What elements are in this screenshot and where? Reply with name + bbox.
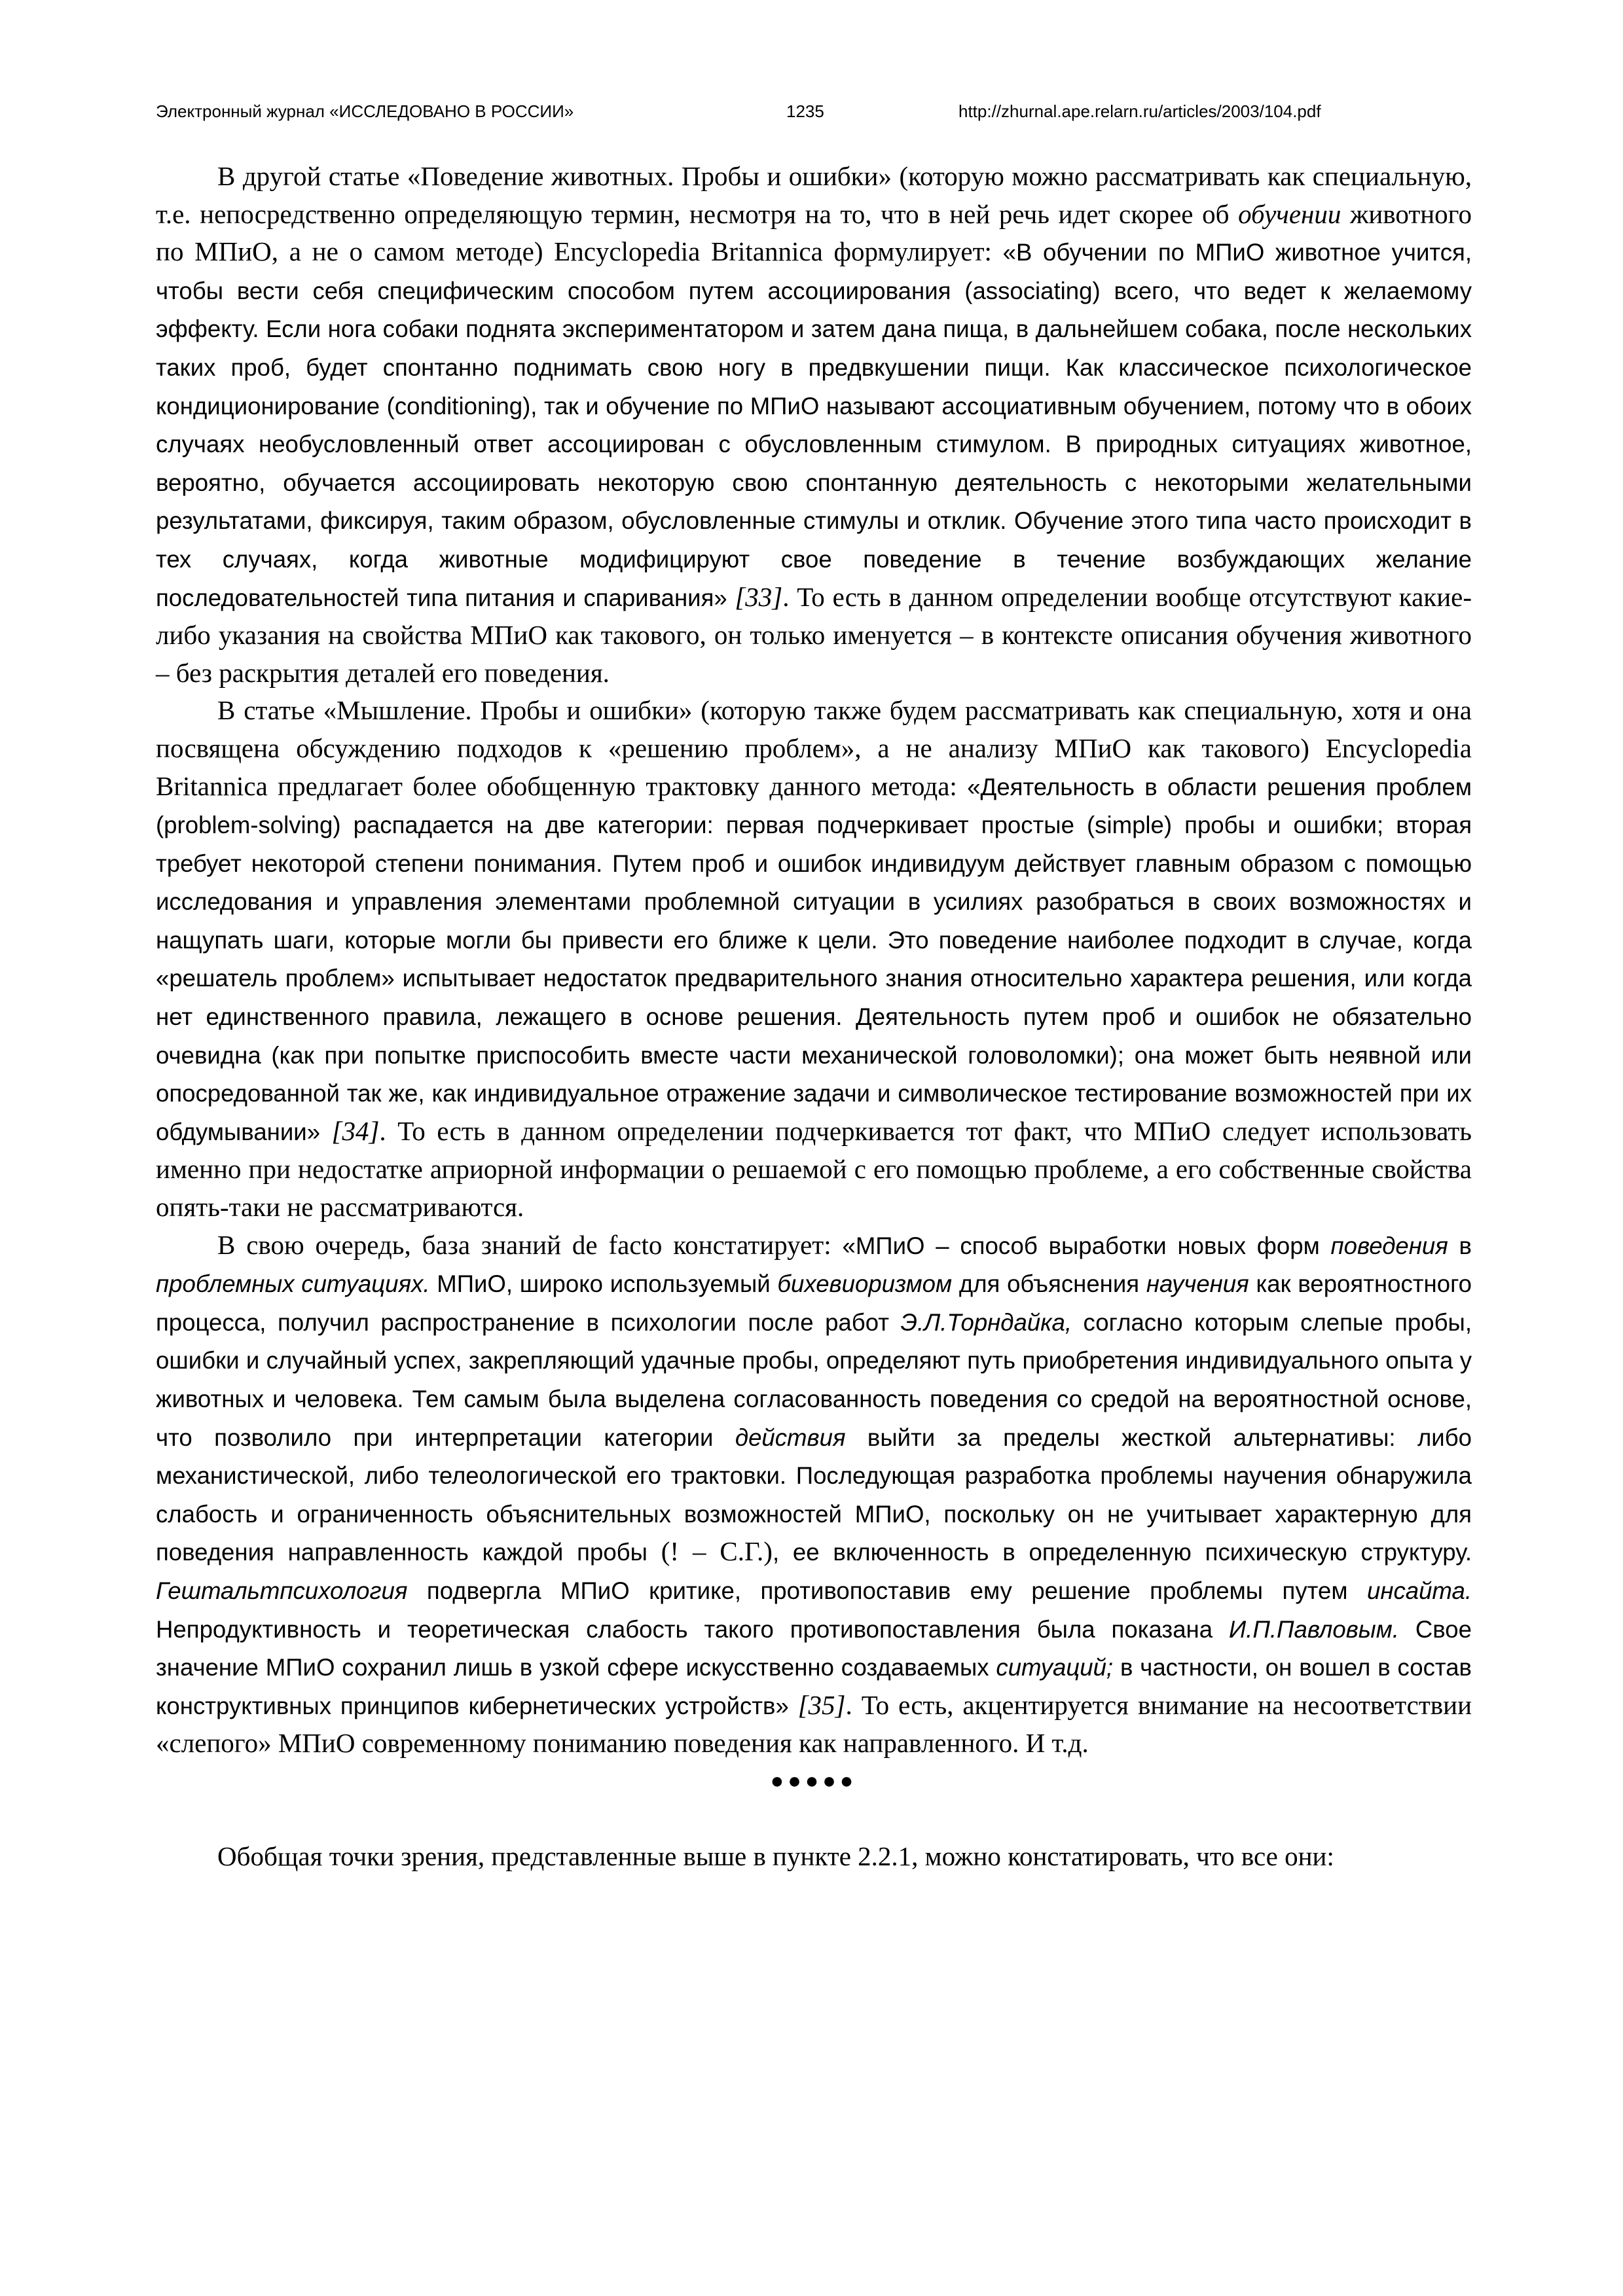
quote-run: Непродуктивность и теоретическая слабость такого противопоставления была показана bbox=[156, 1615, 1229, 1643]
quote-run: как вероятностного процесса, получил распространение в психологии после работ bbox=[156, 1270, 1472, 1336]
paragraph-summary bbox=[156, 1838, 1472, 1876]
text-run: Обобщая точки зрения, представленные выше в пункте 2.2.1, можно констатировать, что все они: bbox=[217, 1841, 1334, 1872]
journal-title: Электронный журнал «ИССЛЕДОВАНО В РОССИИ» bbox=[156, 101, 574, 121]
emphasis: инсайта. bbox=[1366, 1577, 1472, 1604]
quote-run: , ее включенность в определенную психическую структуру. bbox=[772, 1539, 1472, 1566]
quote-run: в bbox=[1448, 1232, 1472, 1259]
quote-run: подвергла МПиО критике, противопоставив ему решение проблемы путем bbox=[407, 1577, 1367, 1604]
text-run: В статье «Мышление. Пробы и ошибки» (которую также будем рассматривать как специальную, хотя и она посвящена обсуждению подходов к «решению проблем», а не анализу МПиО как такового) Encyclopedia Britannica предлагает более обобщенную трактовку данного метода: bbox=[156, 695, 1472, 801]
emphasis: И.П.Павловым. bbox=[1229, 1615, 1399, 1643]
quote-run: Свое значение МПиО сохранил лишь в узкой сфере искусственно создаваемых bbox=[156, 1615, 1472, 1681]
article-url: http://zhurnal.ape.relarn.ru/articles/2003/104.pdf bbox=[958, 101, 1321, 121]
reference-33: [33] bbox=[735, 581, 783, 612]
quote-run: выйти за пределы жесткой альтернативы: либо механистической, либо телеологической его трактовки. Последующая разработка проблемы научения обнаружила слабость и ограниченность объяснительных возможностей МПиО, поскольку он не учитывает характерную для поведения направленность каждой пробы bbox=[156, 1424, 1472, 1566]
text-run: В другой статье «Поведение животных. Пробы и ошибки» (которую можно рассматривать как специальную, т.е. непосредственно определяющую термин, несмотря на то, что в ней речь идет скорее об bbox=[156, 161, 1472, 229]
quote-run: в частности, он вошел в состав конструктивных принципов кибернетических устройств» bbox=[156, 1654, 1472, 1719]
text-run: . То есть в данном определении вообще отсутствуют какие-либо указания на свойства МПиО как такового, он только именуется – в контексте описания обучения животного – без раскрытия деталей его поведения. bbox=[156, 581, 1472, 688]
emphasis: Э.Л.Торндайка, bbox=[900, 1308, 1072, 1336]
paragraph-animal-behavior bbox=[156, 158, 1472, 692]
page-number: 1235 bbox=[786, 101, 824, 121]
quote-run: для объяснения bbox=[952, 1270, 1146, 1298]
emphasis: Гештальтпсихология bbox=[156, 1577, 408, 1604]
text-run: В свою очередь, база знаний de facto констатирует: bbox=[217, 1229, 843, 1260]
reference-35: [35] bbox=[797, 1689, 846, 1720]
text-run: . То есть, акцентируется внимание на несоответствии «слепого» МПиО современному пониманию поведения как направленного. И т.д. bbox=[156, 1689, 1472, 1759]
britannica-quote: «Деятельность в области решения проблем (problem-solving) распадается на две категории: первая подчеркивает простые (simple) пробы и ошибки; вторая требует некоторой степени понимания. Путем проб и ошибок индивидуум действует главным образом с помощью исследования и управления элементами проблемной ситуации в усилиях разобраться в своих возможностях и нащупать шаги, которые могли бы привести его ближе к цели. Это поведение наиболее подходит в случае, когда «решатель проблем» испытывает недостаток предварительного знания относительно характера решения, или когда нет единственного правила, лежащего в основе решения. Деятельность путем проб и ошибок не обязательно очевидна (как при попытке приспособить вместе части механической головоломки); она может быть неявной или опосредованной так же, как индивидуальное отражение задачи и символическое тестирование возможностей при их обдумывании» bbox=[156, 773, 1472, 1145]
emphasis: проблемных ситуациях. bbox=[156, 1270, 430, 1298]
emphasis: обучении bbox=[1238, 198, 1341, 229]
quote-run: «МПиО – способ выработки новых форм bbox=[842, 1232, 1331, 1259]
emphasis: научения bbox=[1146, 1270, 1249, 1298]
article-body bbox=[156, 158, 1472, 1876]
text-run: . То есть в данном определении подчеркивается тот факт, что МПиО следует использовать именно при недостатке априорной информации о решаемой с его помощью проблеме, а его собственные свойства опять-таки не рассматриваются. bbox=[156, 1115, 1472, 1223]
reference-34: [34] bbox=[331, 1115, 380, 1146]
emphasis: действия bbox=[735, 1424, 846, 1451]
paragraph-knowledge-base bbox=[156, 1227, 1472, 1763]
paragraph-thinking bbox=[156, 692, 1472, 1226]
emphasis: ситуаций; bbox=[996, 1654, 1114, 1681]
text-run: животного по МПиО, а не о самом методе) Encyclopedia Britannica формулирует: bbox=[156, 198, 1472, 267]
spacer bbox=[156, 1801, 1472, 1839]
quote-run: МПиО, широко используемый bbox=[429, 1270, 778, 1298]
emphasis: бихевиоризмом bbox=[777, 1270, 953, 1298]
author-note: (! – С.Г.) bbox=[661, 1536, 773, 1567]
page-header bbox=[156, 98, 1472, 124]
section-separator: ●●●●● bbox=[770, 1768, 858, 1793]
emphasis: поведения bbox=[1330, 1232, 1448, 1259]
quote-run: согласно которым слепые пробы, ошибки и случайный успех, закрепляющий удачные пробы, определяют путь приобретения индивидуального опыта у животных и человека. Тем самым была выделена согласованность поведения со средой на вероятностной основе, что позволило при интерпретации категории bbox=[156, 1308, 1472, 1451]
britannica-quote: «В обучении по МПиО животное учится, чтобы вести себя специфическим способом путем ассоциирования (associating) всего, что ведет к желаемому эффекту. Если нога собаки поднята экспериментатором и затем дана пища, в дальнейшем собака, после нескольких таких проб, будет спонтанно поднимать свою ногу в предвкушении пищи. Как классическое психологическое кондиционирование (conditioning), так и обучение по МПиО называют ассоциативным обучением, потому что в обоих случаях необусловленный ответ ассоциирован с обусловленным стимулом. В природных ситуациях животное, вероятно, обучается ассоциировать некоторую свою спонтанную деятельность с некоторыми желательными результатами, фиксируя, таким образом, обусловленные стимулы и отклик. Обучение этого типа часто происходит в тех случаях, когда животные модифицируют свое поведение в течение возбуждающих желание последовательностей типа питания и спаривания» bbox=[156, 239, 1472, 611]
